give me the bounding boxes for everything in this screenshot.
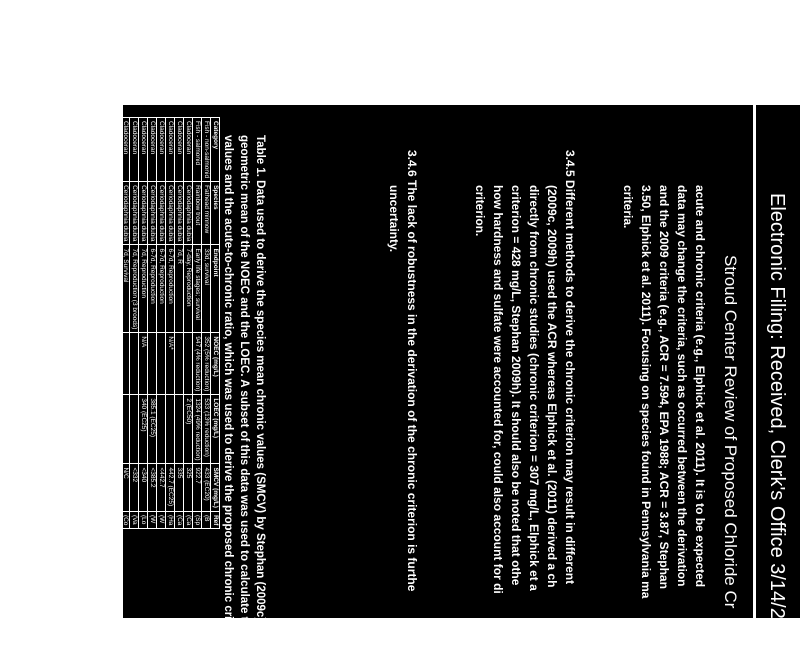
table-cell: (Sp xyxy=(193,511,202,528)
data-table xyxy=(66,117,220,529)
table-caption-line: values and the acute-to-chronic ratio, which was used to derive the proposed chronic criterion xyxy=(222,135,234,651)
table-cell xyxy=(67,395,76,464)
table-cell: N/A xyxy=(103,333,112,395)
table-cell: <340 xyxy=(139,464,148,511)
table-cell: Ceriodaphnia dubia xyxy=(175,182,184,245)
column-header: NOEC (mg/L) xyxy=(211,333,220,395)
table-cell: 455-1062 xyxy=(112,395,121,464)
table-cell: 6-7d, Reproduction xyxy=(166,245,175,333)
table-cell: N/A xyxy=(94,333,103,395)
table-cell: Cladoceran xyxy=(166,118,175,182)
table-cell: 372 xyxy=(76,464,85,511)
section-3-4-6-line: 3.4.6 The lack of robustness in the derivation of the chronic criterion is furthe xyxy=(405,150,419,592)
table-cell: (Ca xyxy=(184,511,193,528)
table-cell: Daphnia pulex xyxy=(76,182,85,245)
table-header-row xyxy=(211,118,220,529)
table-row xyxy=(94,118,103,529)
table-cell: Cladoceran xyxy=(85,118,94,182)
table-cell xyxy=(112,333,121,395)
table-row xyxy=(130,118,139,529)
table-row xyxy=(139,118,148,529)
section-3-4-5-line: criterion. xyxy=(473,185,487,237)
table-cell xyxy=(175,395,184,464)
table-cell xyxy=(85,333,94,395)
column-header: Category xyxy=(211,118,220,182)
table-cell: 314 (0% reduction) xyxy=(76,333,85,395)
table-cell: <625 xyxy=(67,464,76,511)
table-cell: 10d, Reproduction xyxy=(94,245,103,333)
table-cell: N/C xyxy=(121,464,130,511)
table-cell: 370.6 (EC20) xyxy=(103,395,112,464)
table-cell: Ceriodaphnia dubia xyxy=(112,182,121,245)
table-row xyxy=(103,118,112,529)
table-cell: 7d, Reproduction (3 broods) xyxy=(130,245,139,333)
table-row xyxy=(193,118,202,529)
table-caption xyxy=(220,135,268,651)
table-cell: Cladoceran xyxy=(175,118,184,182)
table-cell: Cladoceran xyxy=(76,118,85,182)
table-cell: 6-7d, Reproduction xyxy=(148,245,157,333)
table-cell: <385.2 xyxy=(148,464,157,511)
table-cell: 352 (5% reduction) xyxy=(202,333,211,395)
table-cell: Frog xyxy=(67,118,76,182)
table-cell: Ceriodaphnia dubia xyxy=(166,182,175,245)
table-cell xyxy=(148,333,157,395)
table-cell: Cladoceran xyxy=(112,118,121,182)
paragraph-line: data may change the criteria, such as occurred between the derivation xyxy=(675,185,689,587)
table-row xyxy=(202,118,211,529)
column-header: LOEC (mg/L) xyxy=(211,395,220,464)
paragraph-line: 3.50, Elphick et al. 2011). Focusing on species found in Pennsylvania ma xyxy=(639,185,653,599)
table-cell: 340 (EC25) xyxy=(139,395,148,464)
table-cell: 7d, Survival xyxy=(121,245,130,333)
table-cell: 370.6 xyxy=(103,464,112,511)
table-cell: Ceriodaphnia dubia xyxy=(157,182,166,245)
table-cell: (Lo xyxy=(139,511,148,528)
table-cell: 947 (4% reduction) xyxy=(193,333,202,395)
table-cell xyxy=(85,464,94,511)
table-cell xyxy=(130,395,139,464)
table-cell: 922.7 xyxy=(193,464,202,511)
table-cell: (Co xyxy=(121,511,130,528)
table-cell: 7d, R xyxy=(175,245,184,333)
table-cell: 1324 (49% reduction) xyxy=(193,395,202,464)
table-cell: (Cp xyxy=(112,511,121,528)
table-cell: 21d, Reproduction xyxy=(85,245,94,333)
table-cell: N/A xyxy=(67,333,76,395)
table-cell: (B xyxy=(202,511,211,528)
table-cell: (Ca xyxy=(175,511,184,528)
table-row xyxy=(121,118,130,529)
table-cell xyxy=(130,333,139,395)
table-cell: Cladoceran xyxy=(139,118,148,182)
table-cell: Rana pipiens xyxy=(67,182,76,245)
table-cell xyxy=(166,395,175,464)
section-3-4-5-line: (2009c, 2009h) used the ACR whereas Elphick et al. (2011) derived a ch xyxy=(545,185,559,588)
table-row xyxy=(67,118,76,529)
table-cell: 7d, Reproduction xyxy=(103,245,112,333)
column-header: SMCV (mg/L) xyxy=(211,464,220,511)
table-cell: Cladoceran xyxy=(103,118,112,182)
table-cell xyxy=(121,333,130,395)
table-cell xyxy=(85,395,94,464)
table-cell: 325 xyxy=(184,464,193,511)
section-3-4-6-line: uncertainty. xyxy=(387,185,401,253)
table-cell: (Bi xyxy=(76,511,85,528)
table-cell: 442.7 (EC25) xyxy=(166,464,175,511)
table-cell: (H xyxy=(94,511,103,528)
column-header: Species xyxy=(211,182,220,245)
table-cell: (H xyxy=(85,511,94,528)
table-cell xyxy=(184,333,193,395)
table-cell: 385.1 (EC25) xyxy=(148,395,157,464)
table-cell: N/A xyxy=(139,333,148,395)
table-cell xyxy=(121,395,130,464)
section-3-4-5-line: how hardness and sulfate were accounted for, could also account for di xyxy=(491,185,505,594)
table-row xyxy=(112,118,121,529)
table-cell: Daphnia ambigua xyxy=(94,182,103,245)
table-cell: <820 xyxy=(112,464,121,511)
table-cell xyxy=(175,333,184,395)
table-cell: Ceriodaphnia dubia xyxy=(130,182,139,245)
table-cell: 533 (13% reduction) xyxy=(202,395,211,464)
document-subtitle: Stroud Center Review of Proposed Chloride Cr xyxy=(721,255,740,609)
table-cell: 96d, Survival xyxy=(67,245,76,333)
table-cell: (W xyxy=(157,511,166,528)
table-cell: 2 (EC50) xyxy=(184,395,193,464)
table-cell: 7-day, Reproduction xyxy=(184,245,193,333)
table-cell: 441 (17% reduction) xyxy=(76,395,85,464)
table-cell: Cladoceran xyxy=(184,118,193,182)
table-cell: Fish - non-salmonid xyxy=(202,118,211,182)
table-cell: Rainbow trout xyxy=(193,182,202,245)
table-cell: 335 xyxy=(175,464,184,511)
column-header: Ref xyxy=(211,511,220,528)
table-cell: 292.4 xyxy=(94,464,103,511)
table-cell: Cladoceran xyxy=(148,118,157,182)
table-cell: Ceriodaphnia dubia xyxy=(139,182,148,245)
table-cell: (Va xyxy=(130,511,139,528)
table-row xyxy=(175,118,184,529)
table-cell: Cladoceran xyxy=(157,118,166,182)
paragraph-line: and the 2009 criteria (e.g., ACR = 7.594, EPA 1988; ACR = 3.87, Stephan xyxy=(657,185,671,589)
table-row xyxy=(148,118,157,529)
table-row xyxy=(76,118,85,529)
table-cell: (W xyxy=(148,511,157,528)
table-cell: Ceriodaphnia dubia xyxy=(103,182,112,245)
table-cell: 6-7d, Reproduction xyxy=(157,245,166,333)
section-3-4-5-line: 3.4.5 Different methods to derive the chronic criterion may result in different xyxy=(563,150,577,585)
table-cell: Cladoceran xyxy=(94,118,103,182)
column-header: Endpoint xyxy=(211,245,220,333)
table-cell: 7d, Reproduction xyxy=(139,245,148,333)
table-cell: Ceriodaphnia dubia xyxy=(121,182,130,245)
paragraph-line: criteria. xyxy=(621,185,635,229)
table-cell: 292.4 (EC20) xyxy=(94,395,103,464)
table-row xyxy=(85,118,94,529)
scanned-page-image xyxy=(68,105,800,651)
section-3-4-5-line: criterion = 428 mg/L, Stephan 2009h). It should also be noted that othe xyxy=(509,185,523,586)
table-caption-line: geometric mean of the NOEC and the LOEC. A subset of this data was used to calculate the ge xyxy=(238,135,250,651)
table-cell: 433 (EC20) xyxy=(202,464,211,511)
table-row xyxy=(166,118,175,529)
rotated-page xyxy=(68,105,800,651)
table-cell: Ceriodaphnia dubia xyxy=(184,182,193,245)
table-cell: Daphnia pulex xyxy=(85,182,94,245)
table-cell: 33d, survival xyxy=(202,245,211,333)
section-3-4-5-line: directly from chronic studies (chronic criterion = 307 mg/L, Elphick et a xyxy=(527,185,541,591)
table-cell: Early life stages; survival xyxy=(193,245,202,333)
table-cell: Fish - salmonid xyxy=(193,118,202,182)
header-rule xyxy=(753,105,756,618)
table-cell: <332 xyxy=(130,464,139,511)
table-row xyxy=(184,118,193,529)
table-cell: Cladoceran xyxy=(130,118,139,182)
table-cell: (Ha xyxy=(166,511,175,528)
table-cell: (H xyxy=(103,511,112,528)
table-cell: (Sa xyxy=(67,511,76,528)
table-cell xyxy=(157,333,166,395)
table-body xyxy=(67,118,211,529)
paragraph-line: acute and chronic criteria (e.g., Elphick et al. 2011). It is to be expected xyxy=(693,185,707,588)
table-cell: Ceriodaphnia dubia xyxy=(148,182,157,245)
table-row xyxy=(157,118,166,529)
table-cell: <442.7 xyxy=(157,464,166,511)
table-cell: Fathead minnow xyxy=(202,182,211,245)
table-cell: 21d, Reproduction xyxy=(76,245,85,333)
table-cell: Cladoceran xyxy=(121,118,130,182)
filing-header: Electronic Filing: Received, Clerk's Office 3/14/2 xyxy=(766,193,788,619)
table-cell xyxy=(157,395,166,464)
table-cell: N/A* xyxy=(166,333,175,395)
table-caption-line: Table 1. Data used to derive the species mean chronic values (SMCV) by Stephan (2009c). The xyxy=(254,135,266,648)
table-cell: 7d, Reproduction xyxy=(112,245,121,333)
